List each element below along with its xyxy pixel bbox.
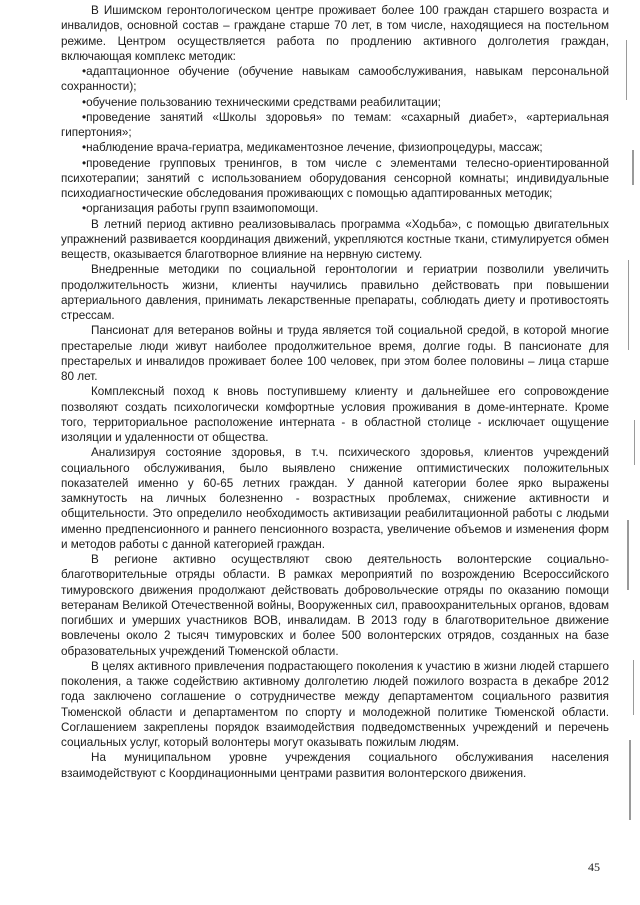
list-item-mutual-help-groups: • организация работы групп взаимопомощи. (61, 201, 609, 216)
list-item-health-school: • проведение занятий «Школы здоровья» по темам: «сахарный диабет», «артериальная гипертония»; (61, 110, 609, 141)
paragraph-volunteer-squads: В регионе активно осуществляют свою деятельность волонтерские социально-благотворительные отряды области. В рамках мероприятий по возрождению Всероссийского тимуровского движения продолжают действовать добровольческие отряды по оказанию помощи ветеранам Великой Отечественной войны, Вооруженных сил, правоохранительных органов, вдовам погибших и умерших участников ВОВ, инвалидам. В 2013 году в благотворительное движение вовлечены около 2 тысяч тимуровских и более 500 волонтерских отрядов, созданных на базе образовательных учреждений Тюменской области. (61, 553, 609, 658)
list-item-adaptation-training: • адаптационное обучение (обучение навыкам самообслуживания, навыкам персональной сохранности); (61, 64, 609, 95)
document-page (61, 3, 609, 781)
paragraph-veterans-boarding: Пансионат для ветеранов войны и труда является той социальной средой, в которой многие престарелые люди живут наиболее продолжительное время, долгие годы. В пансионате для престарелых и инвалидов проживает более 100 человек, при этом более половины – лица старше 80 лет. (61, 324, 609, 383)
list-item-group-trainings: • проведение групповых тренингов, в том числе с элементами телесно-ориентированной психотерапии; занятий с использованием оборудования сенсорной комнаты; индивидуальные психодиагностические обследования проживающих с помощью адаптированных методик; (61, 156, 609, 202)
page-number: 45 (588, 860, 600, 874)
scan-edge-artifact (618, 0, 640, 905)
list-item-technical-aids: • обучение пользованию техническими средствами реабилитации; (61, 95, 609, 110)
list-item-geriatric-care: • наблюдение врача-гериатра, медикаментозное лечение, физиопроцедуры, массаж; (61, 140, 609, 155)
paragraph-walking-program: В летний период активно реализовывалась программа «Ходьба», с помощью двигательных упражнений развивается координация движений, укрепляются костные ткани, стимулируется обмен веществ, оказывается благотворное влияние на нервную систему. (61, 217, 609, 261)
paragraph-complex-approach: Комплексный поход к вновь поступившему клиенту и дальнейшее его сопровождение позволяют создать психологически комфортные условия проживания в доме-интернате. Кроме того, территориальное расположение интерната - в областной столице - исключает ощущение изоляции и удаленности от общества. (61, 385, 609, 444)
paragraph-municipal-level: На муниципальном уровне учреждения социального обслуживания населения взаимодействуют с Координационными центрами развития волонтерского движения. (61, 751, 609, 780)
paragraph-cooperation-agreement: В целях активного привлечения подрастающего поколения к участию в жизни людей старшего поколения, а также содействию активному долголетию людей пожилого возраста в декабре 2012 года заключено соглашение о сотрудничестве между департаментом социального развития Тюменской области и департаментом по спорту и молодежной политике Тюменской области. Соглашением закреплены порядок взаимодействия подведомственных учреждений и перечень социальных услуг, который волонтеры могут оказывать пожилым людям. (61, 659, 609, 749)
paragraph-ishim-center: В Ишимском геронтологическом центре проживает более 100 граждан старшего возраста и инвалидов, основной состав – граждане старше 70 лет, в том числе, находящиеся на постельном режиме. Центром осуществляется работа по продлению активного долголетия граждан, включающая комплекс методик: (61, 4, 609, 63)
paragraph-methods-results: Внедренные методики по социальной геронтологии и гериатрии позволили увеличить продолжительность жизни, клиенты научились правильно действовать при повышении артериального давления, принимать лекарственные препараты, соблюдать диету и противостоять стрессам. (61, 263, 609, 322)
paragraph-health-analysis: Анализируя состояние здоровья, в т.ч. психического здоровья, клиентов учреждений социального обслуживания, было выявлено снижение оптимистических положительных показателей именно у 60-65 летних граждан. У данной категории более ярко выражены замкнутость на личных болезненно - возрастных проблемах, снижение активности и общительности. Это определило необходимость активизации реабилитационной работы с людьми именно предпенсионного и раннего пенсионного возраста, увеличение объемов и изменения форм и методов работы с данной категорией граждан. (61, 446, 609, 551)
